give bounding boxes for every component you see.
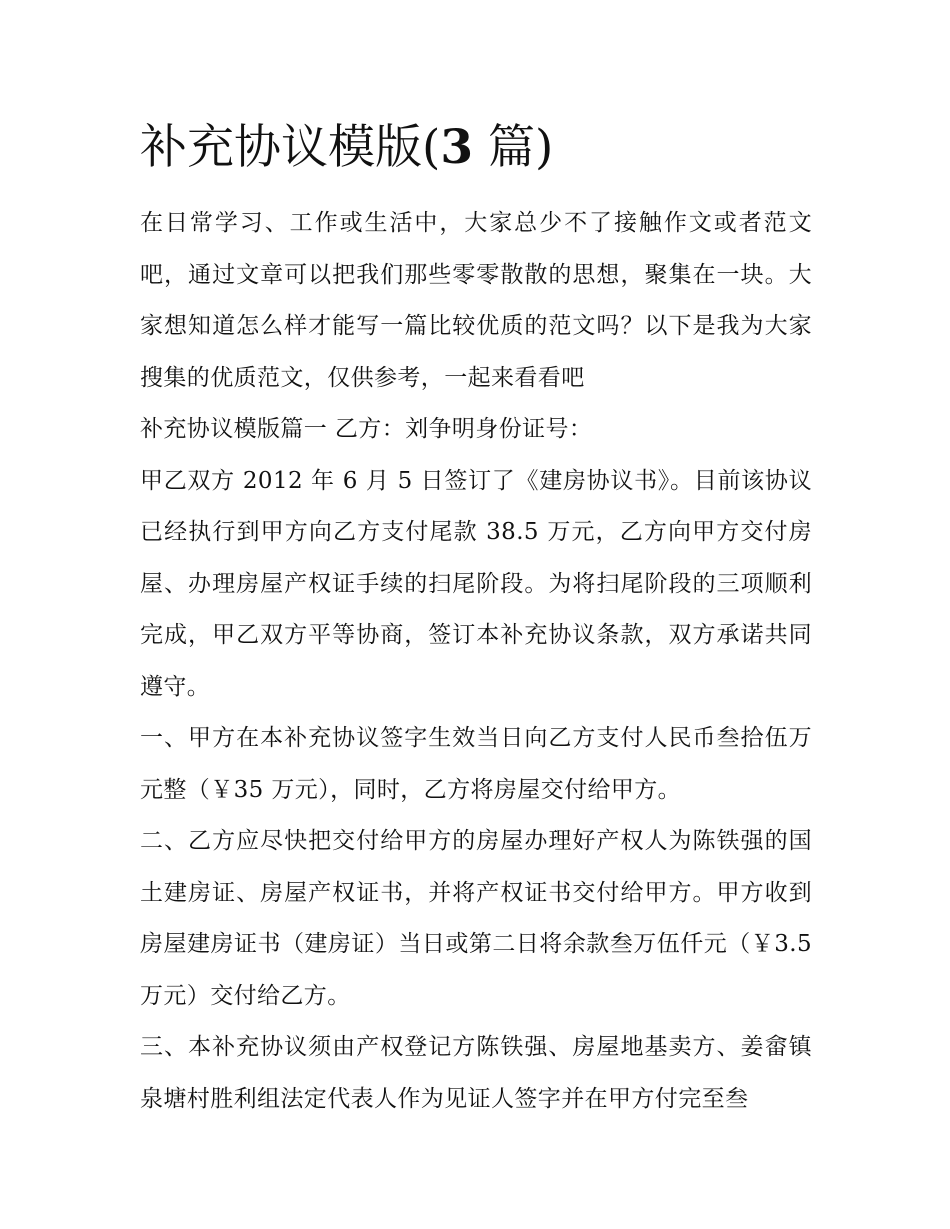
section-heading: 补充协议模版篇一 乙方：刘争明身份证号： — [140, 416, 593, 442]
title-prefix: 补充协议模版( — [140, 120, 441, 175]
title-suffix: 篇) — [473, 120, 554, 175]
clause-one-paragraph: 一、甲方在本补充协议签字生效当日向乙方支付人民币叁拾伍万元整（￥35 万元），同时，乙方将房屋交付给甲方。 — [140, 725, 812, 803]
agreement-background-paragraph: 甲乙双方 2012 年 6 月 5 日签订了《建房协议书》。目前该协议已经执行到甲方向乙方支付尾款 38.5 万元，乙方向甲方交付房屋、办理房屋产权证手续的扫尾阶段。为将扫尾阶段的三项顺利完成，甲乙双方平等协商，签订本补充协议条款，双方承诺共同遵守。 — [140, 467, 812, 700]
clause-three-paragraph: 三、本补充协议须由产权登记方陈铁强、房屋地基卖方、姜畲镇泉塘村胜利组法定代表人作为见证人签字并在甲方付完至叁 — [140, 1034, 812, 1112]
title-count: 3 — [440, 120, 474, 175]
intro-paragraph: 在日常学习、工作或生活中，大家总少不了接触作文或者范文吧，通过文章可以把我们那些零零散散的思想，聚集在一块。大家想知道怎么样才能写一篇比较优质的范文吗？以下是我为大家搜集的优质范文，仅供参考，一起来看看吧 — [140, 210, 812, 391]
clause-two-paragraph: 二、乙方应尽快把交付给甲方的房屋办理好产权人为陈铁强的国土建房证、房屋产权证书，并将产权证书交付给甲方。甲方收到房屋建房证书（建房证）当日或第二日将余款叁万伍仟元（￥3.5 万元）交付给乙方。 — [140, 828, 812, 1009]
document-body — [140, 198, 812, 1125]
document-title — [140, 112, 840, 184]
